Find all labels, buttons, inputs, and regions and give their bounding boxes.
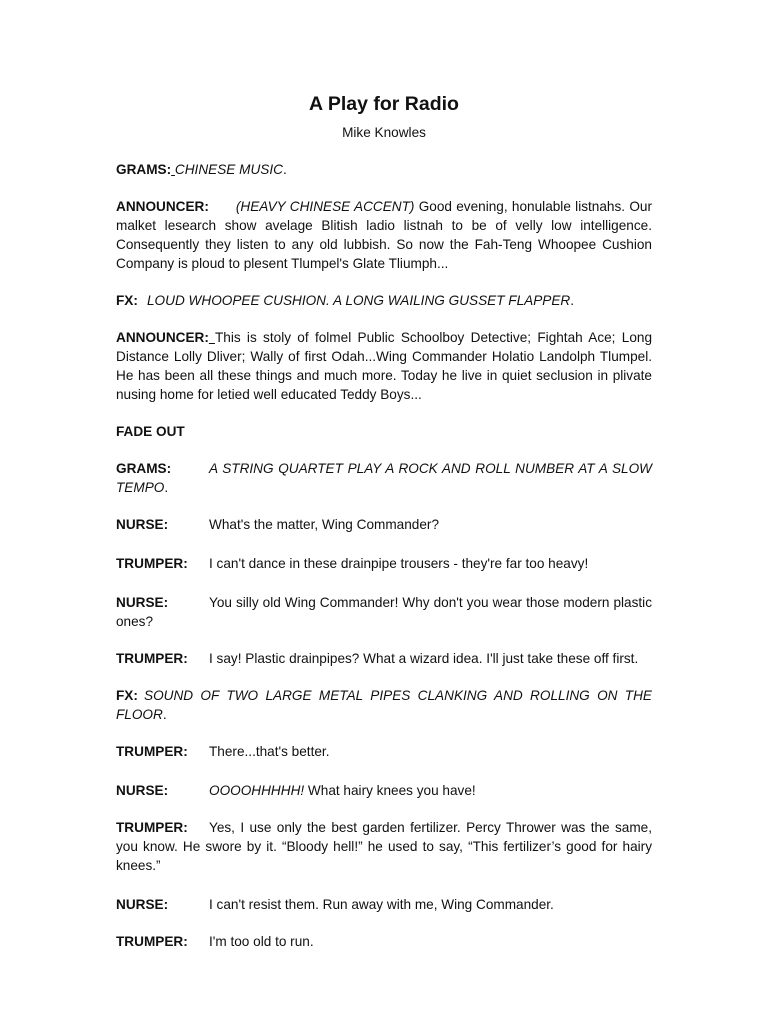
speaker-label: NURSE:: [116, 897, 169, 912]
stage-direction: A STRING QUARTET PLAY A ROCK AND ROLL NUMBER AT A SLOW TEMPO: [116, 461, 652, 495]
grams-cue-1: [116, 160, 652, 179]
script-page: [116, 92, 652, 951]
nurse-line-2: [116, 593, 652, 631]
author-name: Mike Knowles: [342, 125, 426, 140]
stage-direction: OOOOHHHHH!: [209, 783, 305, 798]
speaker-label: FX:: [116, 688, 138, 703]
announcer-line-1: [116, 197, 652, 273]
grams-cue-2: [116, 459, 652, 497]
page-title: A Play for Radio: [309, 93, 459, 115]
period: .: [570, 293, 575, 308]
dialogue-text: I'm too old to run.: [209, 934, 314, 949]
dialogue-text: This is stoly of folmel Public Schoolboy Detective; Fightah Ace; Long Distance Lolly Dliver; Wally of first Odah...Wing Commander Holatio Landolph Tlumpel. He has been all these things and much more. Today he live in quiet seclusion in plivate nusing home for letied well educated Teddy Boys...: [116, 330, 653, 402]
stage-direction: LOUD WHOOPEE CUSHION. A LONG WAILING GUSSET FLAPPER: [147, 293, 571, 308]
stage-direction: (HEAVY CHINESE ACCENT): [235, 199, 415, 214]
speaker-label: FX:: [116, 293, 138, 308]
speaker-label: TRUMPER:: [116, 744, 188, 759]
dialogue-text: I say! Plastic drainpipes? What a wizard idea. I'll just take these off first.: [209, 651, 639, 666]
period: .: [282, 162, 287, 177]
trumper-line-2: [116, 649, 652, 668]
trumper-line-1: [116, 554, 652, 573]
trumper-line-3: [116, 742, 652, 761]
fx-cue-2: [116, 686, 652, 724]
trumper-line-5: [116, 932, 652, 951]
dialogue-text: What hairy knees you have!: [304, 783, 476, 798]
speaker-label: TRUMPER:: [116, 820, 188, 835]
dialogue-text: Yes, I use only the best garden fertilizer. Percy Thrower was the same, you know. He swore by it. “Bloody hell!” he used to say, “This fertilizer’s good for hairy knees.”: [116, 820, 652, 873]
speaker-label: GRAMS:: [116, 162, 172, 177]
nurse-line-1: [116, 515, 652, 534]
nurse-line-4: [116, 895, 652, 914]
speaker-label: TRUMPER:: [116, 556, 188, 571]
speaker-label: ANNOUNCER:: [116, 199, 209, 214]
dialogue-text: You silly old Wing Commander! Why don't you wear those modern plastic ones?: [116, 595, 652, 629]
dialogue-text: What's the matter, Wing Commander?: [209, 517, 439, 532]
stage-direction: CHINESE MUSIC: [174, 162, 283, 177]
nurse-line-3: [116, 781, 652, 800]
speaker-label: NURSE:: [116, 517, 169, 532]
stage-direction: SOUND OF TWO LARGE METAL PIPES CLANKING AND ROLLING ON THE FLOOR: [116, 688, 652, 722]
speaker-label: TRUMPER:: [116, 651, 188, 666]
speaker-label: NURSE:: [116, 783, 169, 798]
period: .: [164, 480, 169, 495]
speaker-label: TRUMPER:: [116, 934, 188, 949]
speaker-label: FADE OUT: [116, 424, 185, 439]
fade-out-cue: [116, 422, 652, 441]
dialogue-text: I can't resist them. Run away with me, Wing Commander.: [209, 897, 554, 912]
period: .: [162, 707, 167, 722]
trumper-line-4: [116, 818, 652, 875]
fx-cue-1: [116, 291, 652, 310]
dialogue-text: Good evening, honulable listnahs. Our malket lesearch show avelage Blitish ladio listnah to be of velly low intelligence. Consequently they listen to any old lubbish. So now the Fah-Teng Whoopee Cushion Company is ploud to plesent Tlumpel's Glate Tliumph...: [116, 199, 652, 271]
speaker-label: ANNOUNCER:: [116, 330, 209, 345]
dialogue-text: There...that's better.: [209, 744, 330, 759]
dialogue-text: I can't dance in these drainpipe trousers - they're far too heavy!: [209, 556, 589, 571]
speaker-label: GRAMS:: [116, 461, 172, 476]
speaker-label: NURSE:: [116, 595, 169, 610]
announcer-line-2: [116, 328, 652, 404]
